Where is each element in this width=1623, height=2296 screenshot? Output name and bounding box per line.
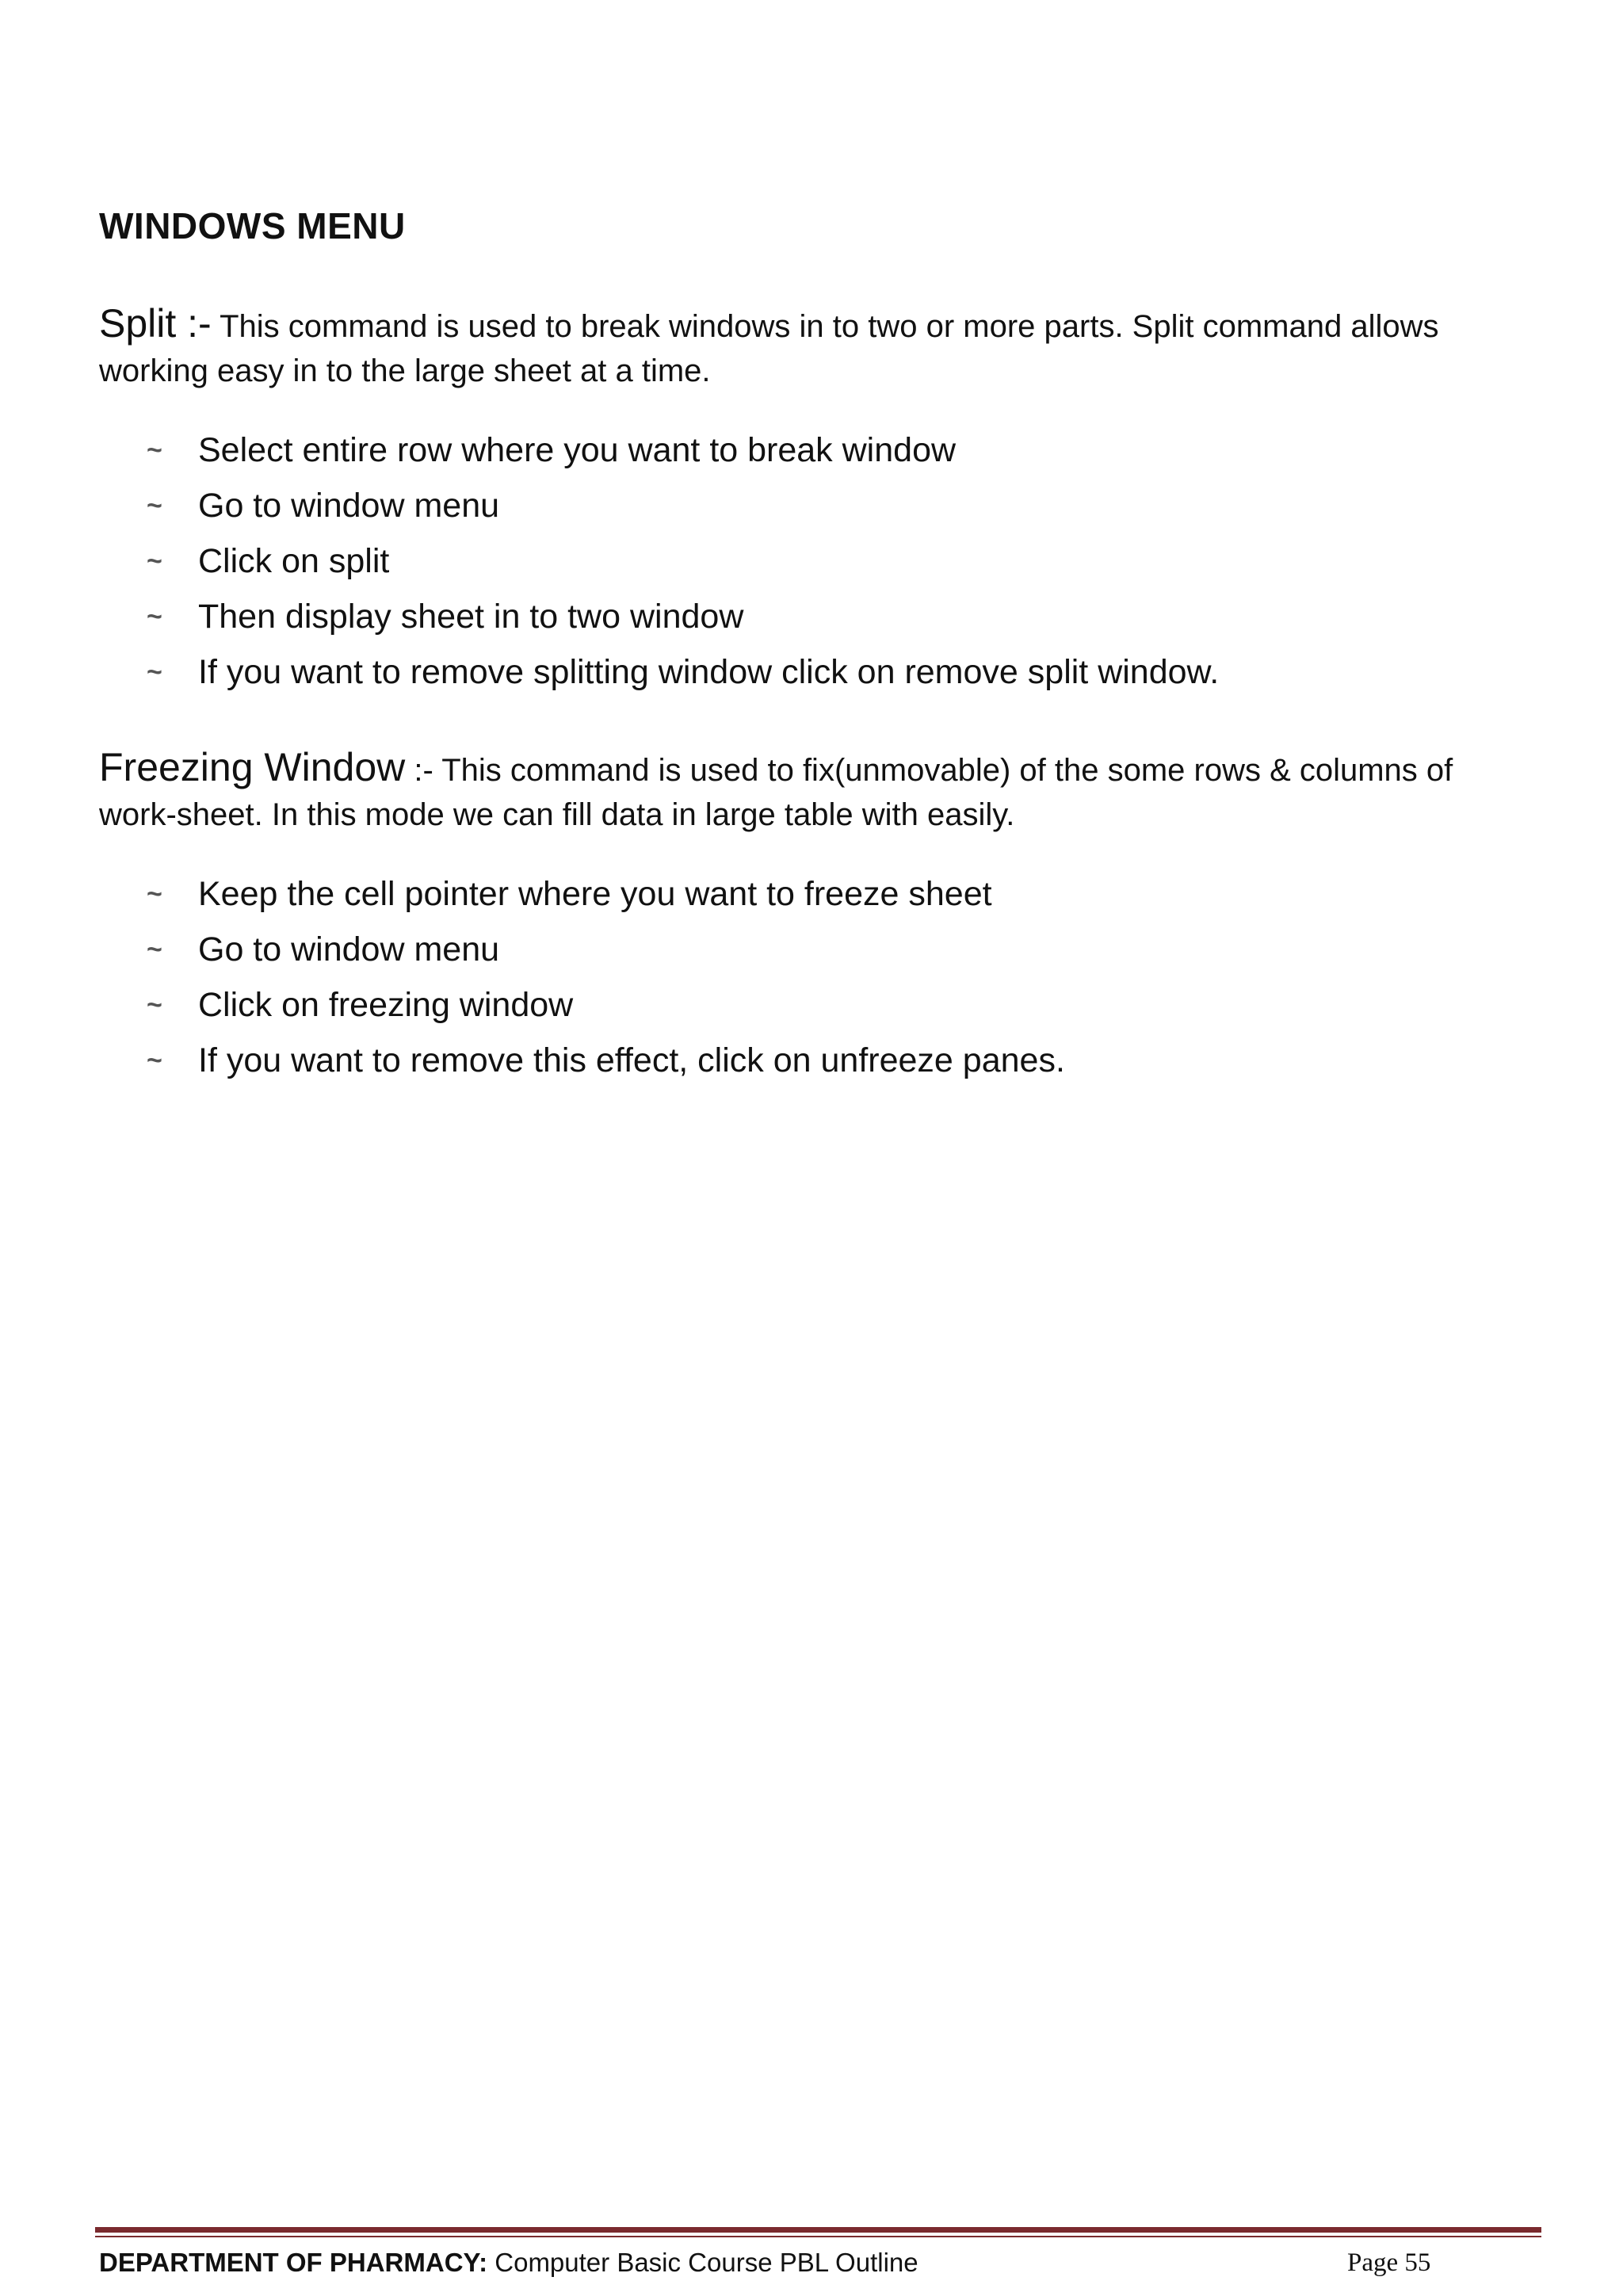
- tilde-bullet-icon: ~: [147, 1045, 162, 1075]
- freeze-description: :- This command is used to fix(unmovable) of the some rows & columns of work-sheet. In this mode we can fill data in large table with easily.: [99, 753, 1453, 832]
- list-item-text: Go to window menu: [198, 487, 500, 525]
- tilde-bullet-icon: ~: [147, 491, 162, 521]
- freeze-term: Freezing Window: [99, 745, 406, 789]
- list-item: [147, 1033, 1065, 1088]
- tilde-bullet-icon: ~: [147, 657, 162, 687]
- freeze-paragraph: [99, 745, 1494, 837]
- list-item: [147, 866, 1065, 922]
- footer-department: DEPARTMENT OF PHARMACY:: [99, 2248, 488, 2277]
- tilde-bullet-icon: ~: [147, 879, 162, 909]
- list-item: [147, 922, 1065, 977]
- split-paragraph: [99, 301, 1494, 393]
- list-item: [147, 644, 1219, 700]
- list-item-text: If you want to remove this effect, click on unfreeze panes.: [198, 1041, 1065, 1079]
- page-heading: WINDOWS MENU: [99, 205, 406, 246]
- list-item: [147, 533, 1219, 589]
- split-steps-list: [147, 422, 1219, 700]
- list-item: [147, 422, 1219, 478]
- split-term: Split :-: [99, 301, 212, 346]
- tilde-bullet-icon: ~: [147, 602, 162, 632]
- tilde-bullet-icon: ~: [147, 934, 162, 965]
- footer-text: [99, 2247, 918, 2279]
- list-item-text: Click on split: [198, 542, 390, 580]
- footer-rule-thin: [95, 2236, 1541, 2237]
- list-item-text: Select entire row where you want to break window: [198, 431, 957, 469]
- list-item-text: Keep the cell pointer where you want to freeze sheet: [198, 875, 992, 913]
- list-item: [147, 977, 1065, 1033]
- list-item: [147, 478, 1219, 533]
- freeze-steps-list: [147, 866, 1065, 1088]
- page-number: Page 55: [1347, 2248, 1431, 2277]
- tilde-bullet-icon: ~: [147, 546, 162, 576]
- tilde-bullet-icon: ~: [147, 435, 162, 465]
- list-item: [147, 589, 1219, 644]
- footer-course: Computer Basic Course PBL Outline: [487, 2248, 918, 2277]
- list-item-text: Go to window menu: [198, 930, 500, 968]
- list-item-text: If you want to remove splitting window click on remove split window.: [198, 653, 1220, 691]
- split-description: This command is used to break windows in to two or more parts. Split command allows working easy in to the large sheet at a time.: [99, 309, 1439, 388]
- tilde-bullet-icon: ~: [147, 990, 162, 1020]
- list-item-text: Then display sheet in to two window: [198, 598, 744, 636]
- list-item-text: Click on freezing window: [198, 986, 574, 1024]
- footer-rule: [95, 2227, 1541, 2233]
